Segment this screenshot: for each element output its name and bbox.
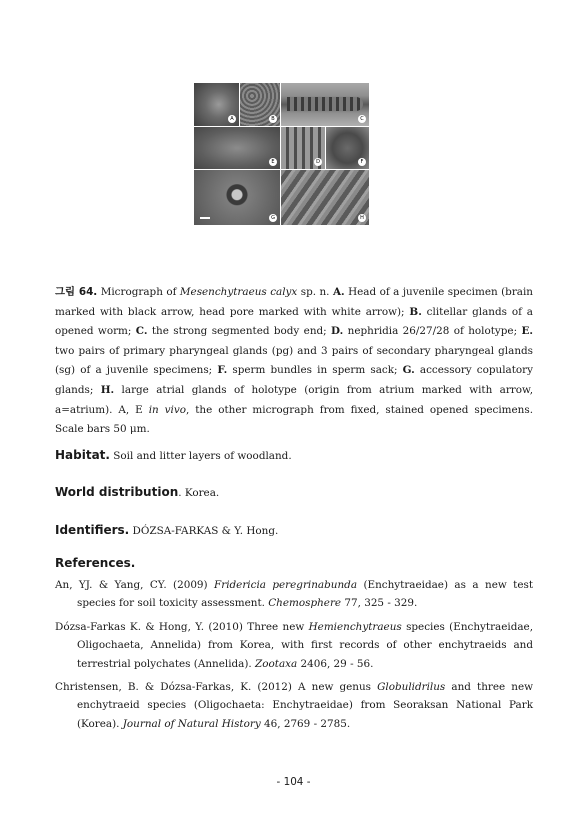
reference-item: Dózsa-Farkas K. & Hong, Y. (2010) Three new Hemienchytraeus species (Enchytraeidae, Oligochaeta, Annelida) from Korea, with first records of other enchytraeids and terrestrial polychates (Annelida). Zootaxa 2406, 29 - 56.	[55, 620, 533, 670]
world-distribution-text: . Korea.	[178, 487, 220, 499]
world-distribution-section	[55, 485, 533, 499]
identifiers-section	[55, 523, 533, 537]
panel-h-atrial-glands	[281, 170, 369, 225]
panel-b-clitellar-glands	[240, 83, 280, 126]
scale-bar	[200, 217, 210, 219]
panel-g-copulatory-glands	[194, 170, 280, 225]
panel-e-pharyngeal-glands	[194, 127, 280, 169]
identifiers-heading: Identifiers.	[55, 523, 130, 537]
panel-label: B	[269, 115, 277, 123]
world-distribution-heading: World distribution	[55, 485, 179, 499]
figure-label: 그림 64.	[55, 286, 98, 298]
panel-label: D	[314, 158, 322, 166]
panel-a-head	[194, 83, 239, 126]
panel-label: E	[269, 158, 277, 166]
habitat-section	[55, 448, 533, 462]
references-list	[55, 576, 533, 738]
habitat-heading: Habitat.	[55, 448, 110, 462]
panel-f-sperm-bundles	[326, 127, 369, 169]
reference-item: Christensen, B. & Dózsa-Farkas, K. (2012) A new genus Globulidrilus and three new enchytraeid species (Oligochaeta: Enchytraeidae) from Seoraksan National Park (Korea). Journal of Natural History 46, 2769 - 2785.	[55, 681, 533, 730]
identifiers-text: DÓZSA-FARKAS & Y. Hong.	[129, 525, 279, 537]
panel-c-body-end	[281, 83, 369, 126]
habitat-text: Soil and litter layers of woodland.	[109, 450, 292, 462]
reference-item: An, YJ. & Yang, CY. (2009) Fridericia peregrinabunda (Enchytraeidae) as a new test species for soil toxicity assessment. Chemosphere 77, 325 - 329.	[55, 579, 533, 610]
panel-label: A	[228, 115, 236, 123]
species-name: Mesenchytraeus calyx	[179, 286, 298, 298]
page-number: - 104 -	[276, 776, 311, 788]
panel-label: C	[358, 115, 366, 123]
references-heading: References.	[55, 556, 136, 570]
micrograph-figure	[194, 83, 369, 225]
panel-d-nephridia	[281, 127, 325, 169]
panel-label: F	[358, 158, 366, 166]
panel-label: G	[269, 214, 277, 222]
panel-label: H	[358, 214, 366, 222]
figure-caption: 그림 64. Micrograph of Mesenchytraeus calyx sp. n. A. Head of a juvenile specimen (brain marked with black arrow, head pore marked with white arrow); B. clitellar glands of a opened worm; C. the strong segmented body end; D. nephridia 26/27/28 of holotype; E. two pairs of primary pharyngeal glands (pg) and 3 pairs of secondary pharyngeal glands (sg) of a juvenile specimens; F. sperm bundles in sperm sack; G. accessory copulatory glands; H. large atrial glands of holotype (origin from atrium marked with arrow, a=atrium). A, E in vivo, the other micrograph from fixed, stained opened specimens. Scale bars 50 μm.	[55, 286, 534, 436]
